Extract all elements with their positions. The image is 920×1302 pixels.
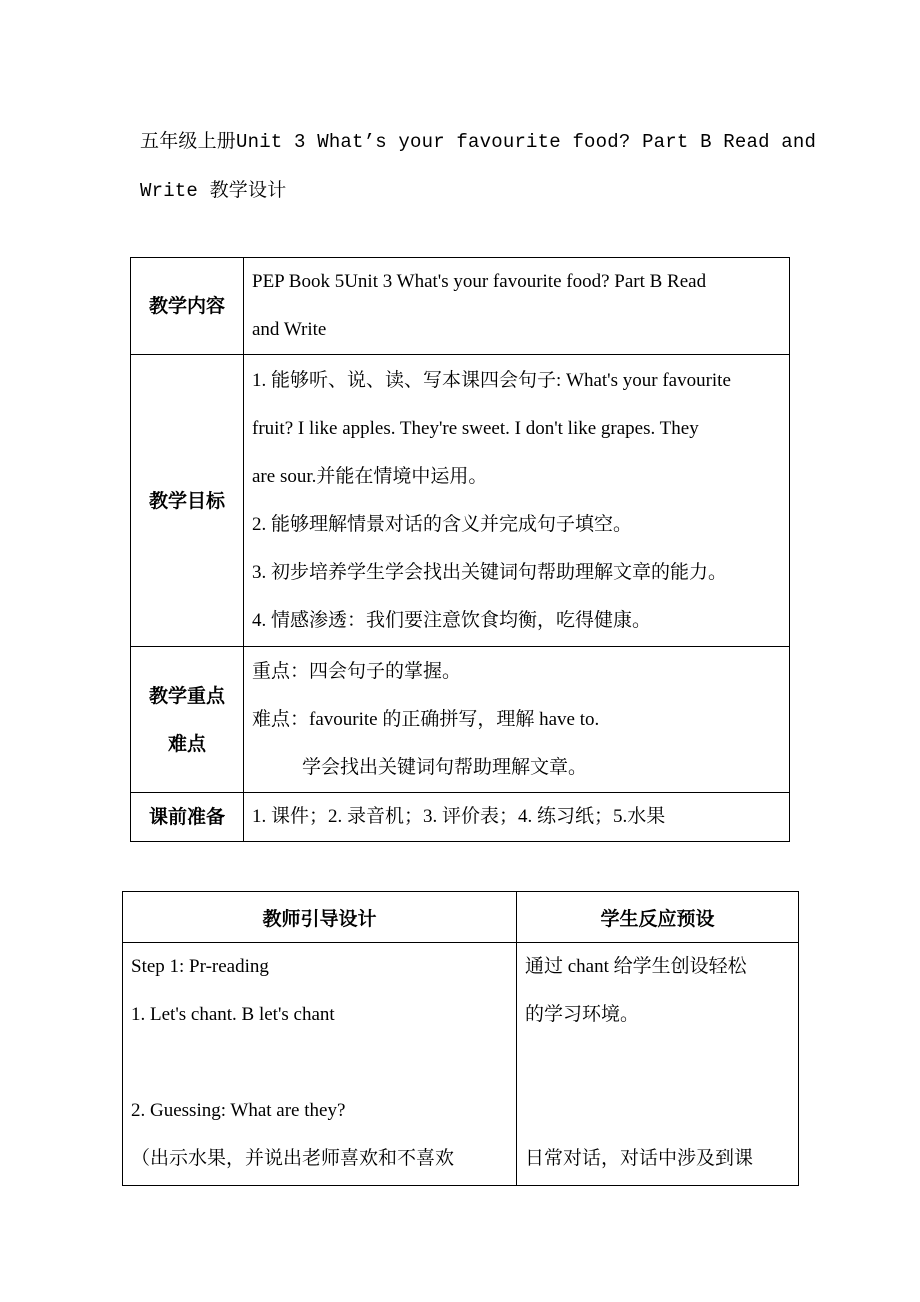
text-line: 的学习环境。 bbox=[525, 1004, 640, 1025]
label-line: 教学重点 bbox=[148, 684, 225, 707]
label-goals: 教学目标 bbox=[131, 355, 244, 647]
header-teacher: 教师引导设计 bbox=[123, 892, 517, 943]
header-row bbox=[123, 892, 799, 943]
text-line: 难点：favourite 的正确拼写，理解 have to. bbox=[252, 708, 600, 730]
value-goals bbox=[244, 355, 790, 647]
text-line: 通过 chant 给学生创设轻松 bbox=[525, 956, 747, 977]
blank-line bbox=[525, 1087, 798, 1135]
text-line: 1. Let's chant. B let's chant bbox=[131, 1004, 335, 1025]
text-line: 重点：四会句子的掌握。 bbox=[252, 660, 462, 682]
row-prep bbox=[131, 793, 790, 842]
value-keypoints bbox=[244, 647, 790, 793]
text-line: 学会找出关键词句帮助理解文章。 bbox=[302, 756, 588, 778]
row-keypoints bbox=[131, 647, 790, 793]
text-line: （出示水果，并说出老师喜欢和不喜欢 bbox=[131, 1148, 455, 1169]
student-cell bbox=[517, 943, 799, 1186]
label-line: 难点 bbox=[167, 732, 206, 755]
label-prep: 课前准备 bbox=[131, 793, 244, 842]
blank-line bbox=[525, 1039, 798, 1087]
text-line: and Write bbox=[252, 319, 327, 340]
label-keypoints bbox=[131, 647, 244, 793]
header-student: 学生反应预设 bbox=[517, 892, 799, 943]
text-line: 日常对话，对话中涉及到课 bbox=[525, 1148, 754, 1169]
text-line: 1. 能够听、说、读、写本课四会句子: What's your favourite bbox=[252, 369, 731, 391]
teacher-cell bbox=[123, 943, 517, 1186]
blank-line bbox=[131, 1039, 516, 1087]
text-line: Step 1: Pr-reading bbox=[131, 956, 269, 977]
label-content: 教学内容 bbox=[131, 258, 244, 355]
row-content bbox=[131, 258, 790, 355]
text-line: 4. 情感渗透：我们要注意饮食均衡，吃得健康。 bbox=[252, 609, 652, 631]
teaching-process-table bbox=[122, 891, 799, 1186]
text-line: 2. 能够理解情景对话的含义并完成句子填空。 bbox=[252, 513, 633, 535]
body-row bbox=[123, 943, 799, 1186]
row-goals bbox=[131, 355, 790, 647]
text-line: 3. 初步培养学生学会找出关键词句帮助理解文章的能力。 bbox=[252, 561, 728, 583]
title-line: Write 教学设计 bbox=[140, 180, 287, 202]
title-line: 五年级上册Unit 3 What’s your favourite food? Part B Read and bbox=[140, 131, 817, 153]
text-line: are sour.并能在情境中运用。 bbox=[252, 465, 488, 487]
value-content bbox=[244, 258, 790, 355]
text-line: fruit? I like apples. They're sweet. I don't like grapes. They bbox=[252, 417, 699, 439]
lesson-info-table bbox=[130, 257, 790, 842]
text-line: 2. Guessing: What are they? bbox=[131, 1100, 346, 1121]
document-title bbox=[140, 118, 817, 216]
text-line: PEP Book 5Unit 3 What's your favourite food? Part B Read bbox=[252, 271, 707, 292]
value-prep: 1. 课件；2. 录音机；3. 评价表；4. 练习纸；5.水果 bbox=[244, 793, 790, 842]
